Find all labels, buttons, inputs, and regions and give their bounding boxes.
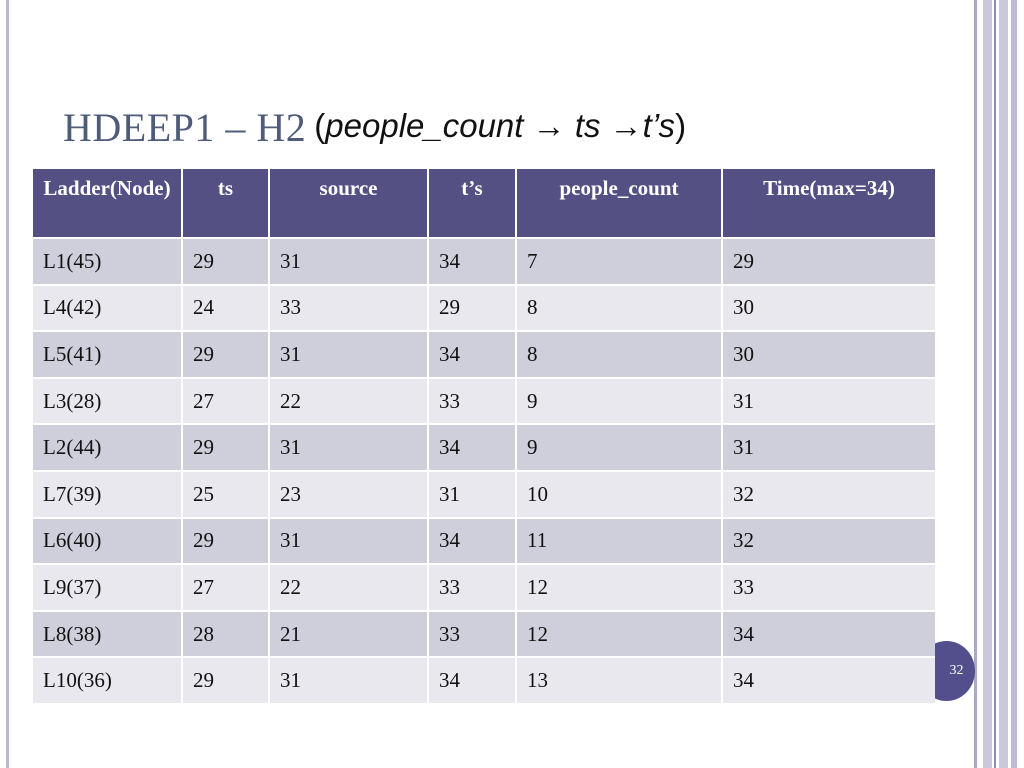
table-cell: L3(28) <box>33 378 182 425</box>
table-cell: 21 <box>269 611 428 658</box>
table-cell: 29 <box>182 238 269 285</box>
table-cell: 31 <box>269 518 428 565</box>
table-cell: 8 <box>516 285 722 332</box>
table-cell: 11 <box>516 518 722 565</box>
table-cell: 28 <box>182 611 269 658</box>
column-header-source: source <box>269 169 428 238</box>
table-cell: 30 <box>722 331 935 378</box>
column-header-ts: ts <box>182 169 269 238</box>
table-row <box>33 331 935 378</box>
table-cell: 29 <box>428 285 516 332</box>
table-cell: 30 <box>722 285 935 332</box>
table-cell: 12 <box>516 611 722 658</box>
table-cell: L9(37) <box>33 564 182 611</box>
table-row <box>33 471 935 518</box>
subtitle-ts: ts <box>574 107 601 144</box>
slide-title <box>63 104 686 151</box>
slide-title-subtitle <box>314 107 686 144</box>
right-decorative-stripes <box>974 0 1024 768</box>
table-cell: 29 <box>182 331 269 378</box>
table-cell: L5(41) <box>33 331 182 378</box>
table-cell: L6(40) <box>33 518 182 565</box>
table-header-row <box>33 169 935 238</box>
table-cell: 31 <box>428 471 516 518</box>
table-cell: 33 <box>269 285 428 332</box>
table-cell: 31 <box>269 424 428 471</box>
left-border-rule <box>6 0 9 768</box>
table-cell: 34 <box>428 657 516 704</box>
table-cell: 27 <box>182 378 269 425</box>
table-cell: 33 <box>428 378 516 425</box>
subtitle-arrow: → <box>600 107 643 144</box>
table-row <box>33 611 935 658</box>
table-cell: 33 <box>428 611 516 658</box>
table-cell: 34 <box>428 331 516 378</box>
table-cell: 31 <box>269 331 428 378</box>
table-cell: 29 <box>182 518 269 565</box>
table-cell: 29 <box>722 238 935 285</box>
table-cell: 34 <box>428 518 516 565</box>
subtitle-close-paren: ) <box>675 107 687 144</box>
stripe <box>1011 0 1017 768</box>
table-cell: 29 <box>182 424 269 471</box>
table-cell: L4(42) <box>33 285 182 332</box>
table-cell: 12 <box>516 564 722 611</box>
table-cell: 10 <box>516 471 722 518</box>
stripe <box>983 0 992 768</box>
column-header-time: Time(max=34) <box>722 169 935 238</box>
table-cell: 22 <box>269 378 428 425</box>
column-header-people-count: people_count <box>516 169 722 238</box>
table-cell: 33 <box>722 564 935 611</box>
table-cell: 32 <box>722 471 935 518</box>
slide-title-main: HDEEP1 – H2 <box>63 105 307 150</box>
stripe <box>974 0 977 768</box>
table-cell: 25 <box>182 471 269 518</box>
subtitle-open-paren: ( <box>314 107 326 144</box>
table-cell: 32 <box>722 518 935 565</box>
table-cell: L10(36) <box>33 657 182 704</box>
table-row <box>33 238 935 285</box>
table-row <box>33 378 935 425</box>
table-row <box>33 518 935 565</box>
table-cell: 31 <box>269 657 428 704</box>
table-cell: 24 <box>182 285 269 332</box>
page-number-badge: 32 <box>918 641 975 701</box>
table-cell: 9 <box>516 424 722 471</box>
table-cell: 9 <box>516 378 722 425</box>
table-cell: 13 <box>516 657 722 704</box>
table-row <box>33 564 935 611</box>
subtitle-ts-prime: t’s <box>642 107 676 144</box>
table-cell: 34 <box>722 657 935 704</box>
table-cell: 33 <box>428 564 516 611</box>
column-header-ts-prime: t’s <box>428 169 516 238</box>
table-cell: 8 <box>516 331 722 378</box>
table-cell: 22 <box>269 564 428 611</box>
table-cell: L7(39) <box>33 471 182 518</box>
table-cell: 23 <box>269 471 428 518</box>
table-cell: L1(45) <box>33 238 182 285</box>
stripe <box>994 0 996 768</box>
table-cell: 34 <box>722 611 935 658</box>
table-cell: 7 <box>516 238 722 285</box>
table-cell: 31 <box>722 424 935 471</box>
table-cell: 27 <box>182 564 269 611</box>
stripe <box>999 0 1008 768</box>
table-row <box>33 657 935 704</box>
table-cell: 34 <box>428 238 516 285</box>
table-cell: L8(38) <box>33 611 182 658</box>
ladder-table <box>33 169 935 705</box>
table-row <box>33 424 935 471</box>
table-row <box>33 285 935 332</box>
table-cell: 31 <box>269 238 428 285</box>
table-cell: L2(44) <box>33 424 182 471</box>
table-cell: 29 <box>182 657 269 704</box>
table-cell: 34 <box>428 424 516 471</box>
subtitle-people-count: people_count <box>325 107 524 144</box>
subtitle-arrow: → <box>523 107 575 144</box>
table-cell: 31 <box>722 378 935 425</box>
column-header-ladder-node: Ladder(Node) <box>33 169 182 238</box>
